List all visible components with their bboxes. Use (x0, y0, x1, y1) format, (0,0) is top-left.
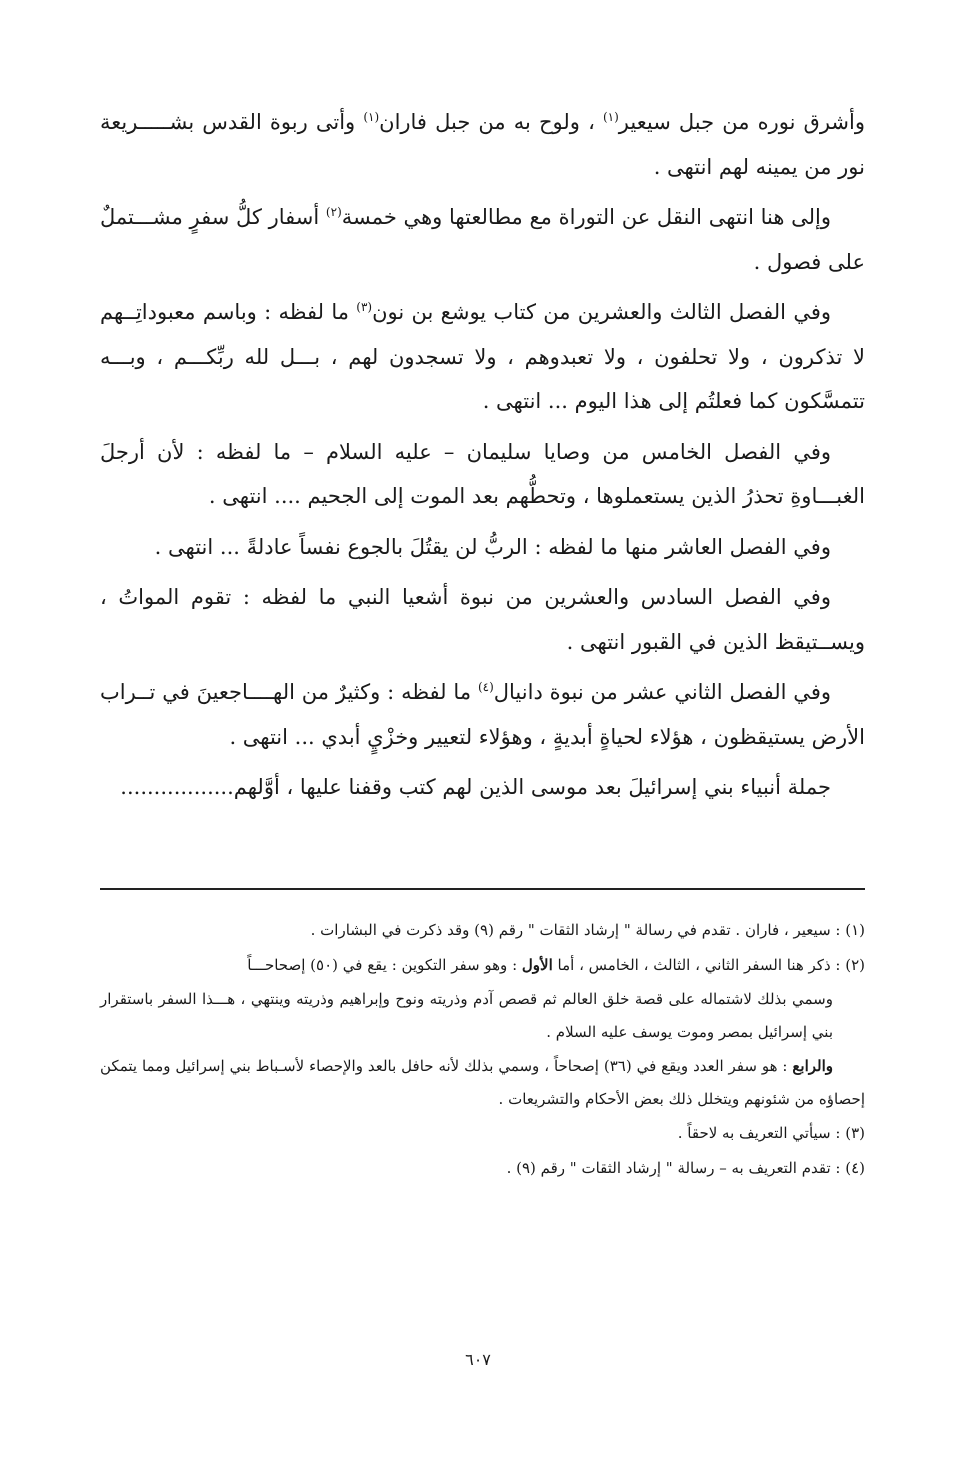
text-run: : هو سفر العدد ويقع في (٣٦) إصحاحاً ، وسمي بذلك لأنه حافل بالعد والإحصاء لأسـباط بني إسرائيل ومما يتمكن إحصاؤه من شئونهم ويتخلل ذلك بعض الأحكام والتشريعات . (100, 1057, 865, 1108)
main-text-body (100, 100, 865, 816)
text-run: وفي الفصل السادس والعشرين من نبوة أشعيا النبي ما لفظه : تقوم المواتُ ، ويســتيقظ الذين في القبور انتهى . (100, 585, 865, 654)
footnotes-section (100, 914, 865, 1186)
paragraph (100, 575, 865, 664)
text-run: وأتى ربوة القدس بشـــــريعة نور من يمينه لهم انتهى . (100, 110, 865, 179)
bold-term: الأول (521, 955, 553, 974)
text-run: أسفار كلُّ سفرٍ مشـــتملٌ على فصول . (100, 205, 865, 274)
footnote-marker: (٣) (356, 300, 373, 314)
footnote (100, 949, 865, 982)
paragraph (100, 430, 865, 519)
text-run: وفي الفصل العاشر منها ما لفظه : الربُّ لن يقتُلَ بالجوع نفساً عادلةً ... انتهى . (154, 534, 831, 559)
text-run: ، ولوح به من جبل فاران (379, 110, 603, 134)
footnote (100, 1050, 865, 1115)
footnote-marker: (٤) (477, 680, 494, 694)
paragraph (100, 765, 865, 810)
text-run: وإلى هنا انتهى النقل عن التوراة مع مطالعتها وهي خمسة (341, 205, 831, 229)
bold-term: والرابع (792, 1057, 833, 1075)
text-run: جملة أنبياء بني إسرائيلَ بعد موسى الذين لهم كتب وقفنا عليها ، أوَّلهم................. (120, 775, 831, 799)
paragraph (100, 290, 865, 424)
paragraph (100, 100, 865, 189)
text-run: ما لفظه : وكثيرٌ من الهــــاجعينَ في تــراب الأرض يستيقظون ، هؤلاء لحياةٍ أبديةٍ ، وهؤلاء لتعيير وخزْيٍ أبدي ... انتهى . (100, 680, 865, 749)
footnote (100, 914, 865, 947)
text-run: : وهو سفر التكوين : يقع في (٥٠) إصحاحـــاً (247, 955, 522, 974)
text-run: وأشرق نوره من جبل سيعير (618, 110, 865, 134)
text-run: ما لفظه : وباسم معبوداتِــهم لا تذكرون ، ولا تحلفون ، ولا تعبدوهم ، ولا تسجدون لهم ، بـــل لله ربِّكـــم ، وبـــه تتمسَّكون كما فعلتُم إلى هذا اليوم ... انتهى . (100, 300, 865, 413)
paragraph (100, 670, 865, 759)
text-run: وفي الفصل الثاني عشر من نبوة دانيال (493, 680, 831, 704)
footnote (100, 983, 865, 1048)
text-run: (٣) : سيأتي التعريف به لاحقاً . (677, 1124, 865, 1142)
text-run: (١) : سيعير ، فاران . تقدم في رسالة " إرشاد الثقات " رقم (٩) وقد ذكرت في البشارات . (310, 921, 865, 939)
footnote-marker: (٢) (325, 205, 342, 219)
paragraph (100, 195, 865, 284)
text-run: (٢) : ذكر هنا السفر الثاني ، الثالث ، الخامس ، أما (552, 955, 865, 974)
footnote-marker: (١) (602, 110, 619, 124)
page-number: ٦٠٧ (465, 1350, 491, 1369)
footnote-marker: (١) (363, 110, 380, 124)
footnote (100, 1152, 865, 1185)
text-run: وفي الفصل الثالث والعشرين من كتاب يوشع بن نون (372, 300, 831, 324)
footnote (100, 1117, 865, 1150)
paragraph (100, 525, 865, 570)
text-run: (٤) : تقدم التعريف به – رسالة " إرشاد الثقات " رقم (٩) . (506, 1158, 865, 1177)
footnote-separator (100, 888, 865, 890)
text-run: وفي الفصل الخامس من وصايا سليمان – عليه السلام – ما لفظه : لأن أرجلَ الغبـــاوةِ تحذرُ الذين يستعملوها ، وتحطُّهم بعد الموت إلى الجحيم .... انتهى . (100, 439, 865, 508)
text-run: وسمي بذلك لاشتماله على قصة خلق العالم ثم قصص آدم وذريته ونوح وإبراهيم وذريته وينتهي ، هـــذا السفر باستقرار بني إسرائيل بمصر وموت يوسف عليه السلام . (100, 990, 833, 1041)
